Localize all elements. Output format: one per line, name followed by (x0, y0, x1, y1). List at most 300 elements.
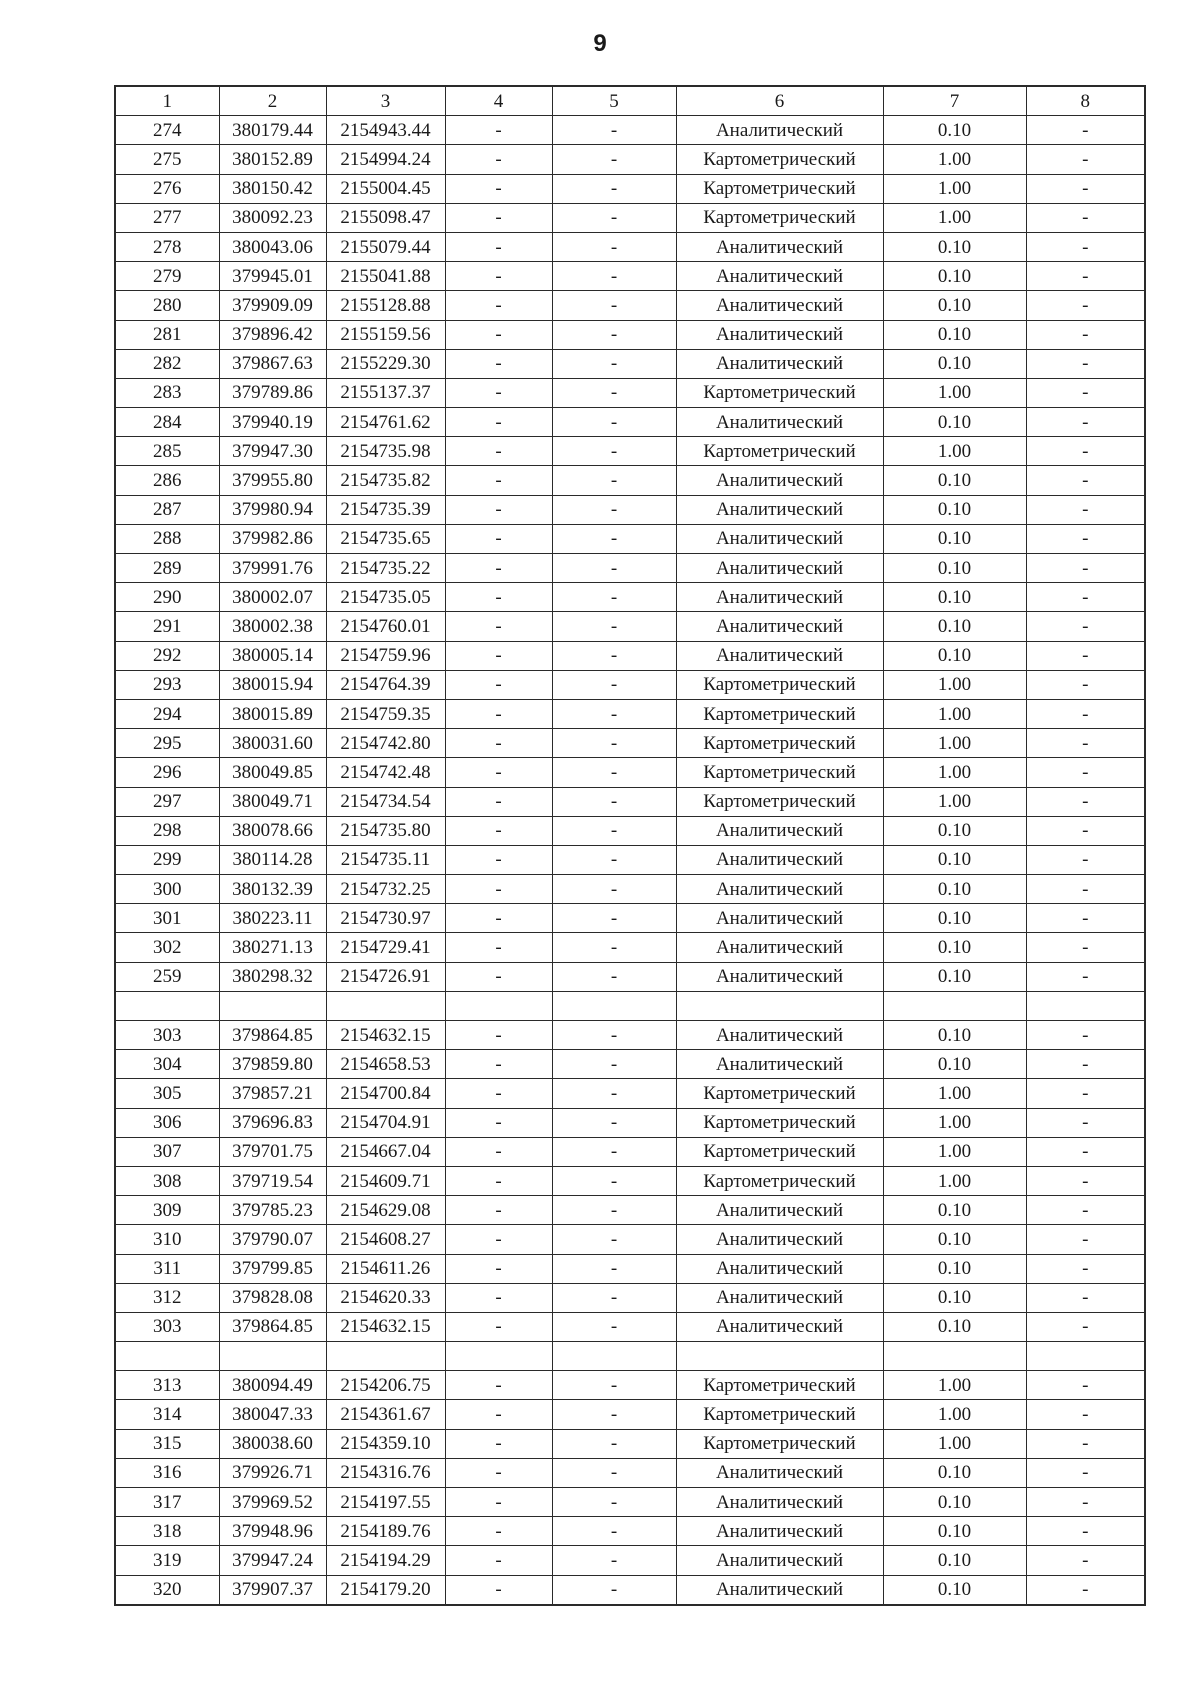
table-cell: 319 (115, 1546, 219, 1575)
table-cell: - (552, 174, 676, 203)
table-cell: 2154611.26 (326, 1254, 445, 1283)
table-cell: - (1026, 1575, 1145, 1605)
table-cell: - (445, 1108, 552, 1137)
table-cell: Аналитический (676, 1196, 883, 1225)
table-cell: - (552, 437, 676, 466)
table-row (115, 816, 1145, 845)
table-cell: Аналитический (676, 1050, 883, 1079)
table-cell: - (552, 1546, 676, 1575)
table-cell: 306 (115, 1108, 219, 1137)
table-cell: 0.10 (883, 845, 1026, 874)
table-cell: 379859.80 (219, 1050, 326, 1079)
table-cell (883, 991, 1026, 1020)
table-cell: - (445, 583, 552, 612)
table-cell: - (445, 524, 552, 553)
table-cell: - (445, 641, 552, 670)
table-cell: - (1026, 1137, 1145, 1166)
table-cell: - (1026, 670, 1145, 699)
table-cell: - (445, 378, 552, 407)
table-cell (219, 1342, 326, 1371)
table-cell: 379991.76 (219, 554, 326, 583)
table-cell: 0.10 (883, 1021, 1026, 1050)
table-cell: 1.00 (883, 729, 1026, 758)
table-row (115, 1342, 1145, 1371)
table-cell: - (1026, 320, 1145, 349)
table-cell: 379926.71 (219, 1458, 326, 1487)
table-cell: - (552, 1225, 676, 1254)
table-cell: 0.10 (883, 408, 1026, 437)
table-row (115, 1108, 1145, 1137)
table-cell: 2154608.27 (326, 1225, 445, 1254)
table-cell: - (1026, 291, 1145, 320)
table-cell: 298 (115, 816, 219, 845)
table-row (115, 1312, 1145, 1341)
table-cell: 276 (115, 174, 219, 203)
table-cell: - (1026, 145, 1145, 174)
table-cell: 0.10 (883, 1312, 1026, 1341)
table-cell: Картометрический (676, 437, 883, 466)
table-cell: Аналитический (676, 1021, 883, 1050)
table-cell: - (552, 670, 676, 699)
table-row (115, 962, 1145, 991)
table-row (115, 232, 1145, 261)
table-cell: Картометрический (676, 1429, 883, 1458)
table-cell: 379864.85 (219, 1021, 326, 1050)
table-cell: - (552, 1050, 676, 1079)
table-cell: 2155041.88 (326, 262, 445, 291)
table-cell: - (445, 670, 552, 699)
table-cell: - (552, 816, 676, 845)
table-cell: - (445, 962, 552, 991)
table-cell: - (1026, 554, 1145, 583)
table-cell: 279 (115, 262, 219, 291)
table-cell: 379945.01 (219, 262, 326, 291)
table-cell: 379982.86 (219, 524, 326, 553)
table-cell: 301 (115, 904, 219, 933)
table-row (115, 670, 1145, 699)
table-cell: - (1026, 437, 1145, 466)
table-cell: - (552, 1371, 676, 1400)
table-cell: - (445, 758, 552, 787)
table-row (115, 1400, 1145, 1429)
table-cell: 1.00 (883, 378, 1026, 407)
table-cell: 379857.21 (219, 1079, 326, 1108)
table-cell: - (445, 1021, 552, 1050)
table-cell: Аналитический (676, 320, 883, 349)
table-cell: 0.10 (883, 1050, 1026, 1079)
table-cell: Аналитический (676, 1225, 883, 1254)
table-cell: 2154361.67 (326, 1400, 445, 1429)
table-cell: 2154764.39 (326, 670, 445, 699)
table-cell: 379867.63 (219, 349, 326, 378)
table-cell: 1.00 (883, 670, 1026, 699)
table-cell: 1.00 (883, 1371, 1026, 1400)
table-row (115, 729, 1145, 758)
table-cell: Аналитический (676, 1312, 883, 1341)
table-cell: Аналитический (676, 904, 883, 933)
table-cell: - (445, 1458, 552, 1487)
table-cell: 2154735.98 (326, 437, 445, 466)
table-cell: - (552, 349, 676, 378)
table-cell: 304 (115, 1050, 219, 1079)
table-cell: - (445, 320, 552, 349)
table-cell: 0.10 (883, 933, 1026, 962)
table-cell: 380078.66 (219, 816, 326, 845)
table-cell: - (445, 1225, 552, 1254)
table-cell (219, 991, 326, 1020)
table-cell: 2154632.15 (326, 1021, 445, 1050)
table-cell: Аналитический (676, 116, 883, 145)
table-cell: - (1026, 232, 1145, 261)
table-cell: - (1026, 1079, 1145, 1108)
table-cell: 379947.24 (219, 1546, 326, 1575)
table-cell: 307 (115, 1137, 219, 1166)
table-cell: 2154761.62 (326, 408, 445, 437)
table-cell: - (445, 291, 552, 320)
table-cell: 289 (115, 554, 219, 583)
table-cell: - (445, 1429, 552, 1458)
table-cell: 274 (115, 116, 219, 145)
table-cell: 0.10 (883, 1225, 1026, 1254)
table-row (115, 145, 1145, 174)
coordinates-table-container (114, 85, 1146, 1606)
column-header-3: 3 (326, 86, 445, 116)
table-cell: 288 (115, 524, 219, 553)
table-cell: 2154742.80 (326, 729, 445, 758)
table-cell: 302 (115, 933, 219, 962)
table-cell: 2154179.20 (326, 1575, 445, 1605)
table-cell: 380015.89 (219, 699, 326, 728)
table-cell: 2154735.11 (326, 845, 445, 874)
table-row (115, 699, 1145, 728)
table-cell: 2154735.22 (326, 554, 445, 583)
table-cell: - (1026, 1312, 1145, 1341)
column-header-8: 8 (1026, 86, 1145, 116)
table-cell: 283 (115, 378, 219, 407)
table-row (115, 378, 1145, 407)
table-cell: 297 (115, 787, 219, 816)
table-cell: 379789.86 (219, 378, 326, 407)
table-cell: - (552, 904, 676, 933)
table-cell: 380298.32 (219, 962, 326, 991)
table-cell: 0.10 (883, 1283, 1026, 1312)
table-cell: 0.10 (883, 1458, 1026, 1487)
table-cell: 310 (115, 1225, 219, 1254)
table-cell: 379785.23 (219, 1196, 326, 1225)
table-row (115, 1196, 1145, 1225)
table-cell: - (445, 904, 552, 933)
column-header-6: 6 (676, 86, 883, 116)
table-row (115, 116, 1145, 145)
table-cell: 2154734.54 (326, 787, 445, 816)
table-cell: - (445, 145, 552, 174)
table-cell: - (1026, 1429, 1145, 1458)
table-cell: - (1026, 116, 1145, 145)
table-cell: Аналитический (676, 524, 883, 553)
table-row (115, 1429, 1145, 1458)
table-cell: 0.10 (883, 1254, 1026, 1283)
table-cell: 278 (115, 232, 219, 261)
table-cell: 380132.39 (219, 875, 326, 904)
table-cell: Картометрический (676, 145, 883, 174)
table-cell: - (445, 787, 552, 816)
table-cell: - (552, 612, 676, 641)
table-cell: 380005.14 (219, 641, 326, 670)
table-cell: - (552, 1517, 676, 1546)
table-cell: 1.00 (883, 145, 1026, 174)
table-cell: - (445, 1050, 552, 1079)
table-cell: 1.00 (883, 787, 1026, 816)
table-row (115, 466, 1145, 495)
table-cell: 294 (115, 699, 219, 728)
table-cell: 295 (115, 729, 219, 758)
table-cell: - (445, 1371, 552, 1400)
table-cell: 303 (115, 1312, 219, 1341)
table-cell: Аналитический (676, 875, 883, 904)
table-cell: Аналитический (676, 232, 883, 261)
table-cell: - (445, 554, 552, 583)
table-cell: - (1026, 845, 1145, 874)
table-cell: 379940.19 (219, 408, 326, 437)
table-cell: - (1026, 1488, 1145, 1517)
table-cell: - (1026, 466, 1145, 495)
table-cell: Аналитический (676, 408, 883, 437)
table-cell: 300 (115, 875, 219, 904)
table-cell: - (552, 962, 676, 991)
table-cell: - (552, 1254, 676, 1283)
table-cell: - (445, 232, 552, 261)
table-cell: Аналитический (676, 1517, 883, 1546)
table-cell: - (552, 554, 676, 583)
table-cell: 284 (115, 408, 219, 437)
table-cell: 379909.09 (219, 291, 326, 320)
table-cell: 380094.49 (219, 1371, 326, 1400)
table-cell: - (445, 1254, 552, 1283)
table-cell: 275 (115, 145, 219, 174)
table-cell: - (552, 145, 676, 174)
table-cell: 285 (115, 437, 219, 466)
table-row (115, 904, 1145, 933)
table-cell: 0.10 (883, 291, 1026, 320)
table-cell: - (552, 1079, 676, 1108)
table-cell: 380049.71 (219, 787, 326, 816)
table-row (115, 1575, 1145, 1605)
table-cell: 379896.42 (219, 320, 326, 349)
table-cell: - (445, 933, 552, 962)
table-cell: 2155229.30 (326, 349, 445, 378)
table-cell: 0.10 (883, 554, 1026, 583)
table-cell: - (445, 203, 552, 232)
table-cell: - (1026, 583, 1145, 612)
table-cell: 2154632.15 (326, 1312, 445, 1341)
table-cell: 2154994.24 (326, 145, 445, 174)
table-cell: 2154735.80 (326, 816, 445, 845)
table-cell: - (552, 232, 676, 261)
table-cell: 2154735.39 (326, 495, 445, 524)
table-cell: - (552, 262, 676, 291)
table-cell: 0.10 (883, 524, 1026, 553)
table-cell: 379907.37 (219, 1575, 326, 1605)
table-cell: Картометрический (676, 203, 883, 232)
table-cell: 2154667.04 (326, 1137, 445, 1166)
table-cell: 2155128.88 (326, 291, 445, 320)
table-cell: Картометрический (676, 1371, 883, 1400)
table-row (115, 495, 1145, 524)
table-cell: 1.00 (883, 1166, 1026, 1195)
table-cell: 1.00 (883, 203, 1026, 232)
table-cell: 2154359.10 (326, 1429, 445, 1458)
table-cell: 1.00 (883, 437, 1026, 466)
table-cell: - (1026, 962, 1145, 991)
table-cell: - (445, 1575, 552, 1605)
table-cell: - (445, 1283, 552, 1312)
table-cell: 318 (115, 1517, 219, 1546)
table-cell: 0.10 (883, 1546, 1026, 1575)
table-cell: - (445, 116, 552, 145)
table-cell: 282 (115, 349, 219, 378)
column-header-7: 7 (883, 86, 1026, 116)
table-cell: - (552, 408, 676, 437)
table-cell: Аналитический (676, 816, 883, 845)
table-cell: Аналитический (676, 495, 883, 524)
table-cell: - (1026, 408, 1145, 437)
table-cell: 2154735.82 (326, 466, 445, 495)
table-cell: 305 (115, 1079, 219, 1108)
table-cell: Аналитический (676, 933, 883, 962)
table-cell: - (552, 291, 676, 320)
table-cell: 380047.33 (219, 1400, 326, 1429)
table-row (115, 1517, 1145, 1546)
table-cell: 2154759.96 (326, 641, 445, 670)
table-cell: 2154629.08 (326, 1196, 445, 1225)
table-cell: - (1026, 933, 1145, 962)
table-cell (115, 1342, 219, 1371)
table-cell: - (552, 933, 676, 962)
table-cell: - (445, 1517, 552, 1546)
table-row (115, 320, 1145, 349)
table-cell: 2154206.75 (326, 1371, 445, 1400)
table-cell: Аналитический (676, 962, 883, 991)
table-cell: - (552, 787, 676, 816)
table-cell: 2155079.44 (326, 232, 445, 261)
table-cell (1026, 1342, 1145, 1371)
table-body (115, 116, 1145, 1605)
table-cell: - (1026, 262, 1145, 291)
table-cell (445, 1342, 552, 1371)
table-cell: Картометрический (676, 787, 883, 816)
table-cell: 2154189.76 (326, 1517, 445, 1546)
table-cell: - (445, 466, 552, 495)
table-cell: - (552, 203, 676, 232)
table-cell: 1.00 (883, 1108, 1026, 1137)
table-cell: - (552, 1400, 676, 1429)
table-cell: 380031.60 (219, 729, 326, 758)
table-row (115, 262, 1145, 291)
table-row (115, 291, 1145, 320)
table-cell: Аналитический (676, 1458, 883, 1487)
table-cell: - (552, 320, 676, 349)
table-cell: Аналитический (676, 1575, 883, 1605)
table-cell: 317 (115, 1488, 219, 1517)
table-cell: 380049.85 (219, 758, 326, 787)
table-cell: - (552, 641, 676, 670)
table-cell: 296 (115, 758, 219, 787)
table-cell: 291 (115, 612, 219, 641)
table-cell: - (552, 1021, 676, 1050)
table-row (115, 845, 1145, 874)
table-cell: - (552, 1488, 676, 1517)
table-cell: 379696.83 (219, 1108, 326, 1137)
table-cell: Аналитический (676, 583, 883, 612)
table-cell: 0.10 (883, 875, 1026, 904)
column-header-1: 1 (115, 86, 219, 116)
table-cell: - (445, 1166, 552, 1195)
table-row (115, 1225, 1145, 1254)
table-cell: - (552, 699, 676, 728)
column-header-2: 2 (219, 86, 326, 116)
table-cell: - (1026, 787, 1145, 816)
table-cell: 379948.96 (219, 1517, 326, 1546)
table-cell: 2154700.84 (326, 1079, 445, 1108)
table-cell: 2154316.76 (326, 1458, 445, 1487)
table-cell (676, 1342, 883, 1371)
table-cell: - (1026, 378, 1145, 407)
table-cell: - (1026, 1050, 1145, 1079)
table-cell: 0.10 (883, 262, 1026, 291)
table-cell: - (552, 1283, 676, 1312)
table-cell: 0.10 (883, 816, 1026, 845)
table-cell: - (445, 1079, 552, 1108)
table-cell: 312 (115, 1283, 219, 1312)
table-cell: Картометрический (676, 1137, 883, 1166)
table-cell: 2154658.53 (326, 1050, 445, 1079)
table-row (115, 203, 1145, 232)
table-cell: - (1026, 1517, 1145, 1546)
table-cell: 379980.94 (219, 495, 326, 524)
table-cell: - (1026, 1254, 1145, 1283)
table-cell: 2154620.33 (326, 1283, 445, 1312)
table-cell: 1.00 (883, 758, 1026, 787)
table-row (115, 554, 1145, 583)
table-cell: - (1026, 495, 1145, 524)
table-row (115, 1283, 1145, 1312)
table-cell: 309 (115, 1196, 219, 1225)
table-cell: 281 (115, 320, 219, 349)
table-cell: 1.00 (883, 174, 1026, 203)
table-cell (552, 1342, 676, 1371)
table-cell: 1.00 (883, 1400, 1026, 1429)
table-cell: 2154726.91 (326, 962, 445, 991)
table-row (115, 437, 1145, 466)
table-cell: 2154759.35 (326, 699, 445, 728)
table-cell: 380271.13 (219, 933, 326, 962)
table-cell: 380002.07 (219, 583, 326, 612)
table-cell: - (1026, 758, 1145, 787)
table-cell: - (445, 816, 552, 845)
table-cell (676, 991, 883, 1020)
table-cell: - (445, 174, 552, 203)
table-cell (445, 991, 552, 1020)
table-cell: - (552, 116, 676, 145)
table-cell: 2155159.56 (326, 320, 445, 349)
table-cell: - (1026, 875, 1145, 904)
table-cell: 380223.11 (219, 904, 326, 933)
table-row (115, 524, 1145, 553)
table-cell: - (1026, 174, 1145, 203)
table-row (115, 349, 1145, 378)
table-cell: 1.00 (883, 699, 1026, 728)
table-cell: 379955.80 (219, 466, 326, 495)
